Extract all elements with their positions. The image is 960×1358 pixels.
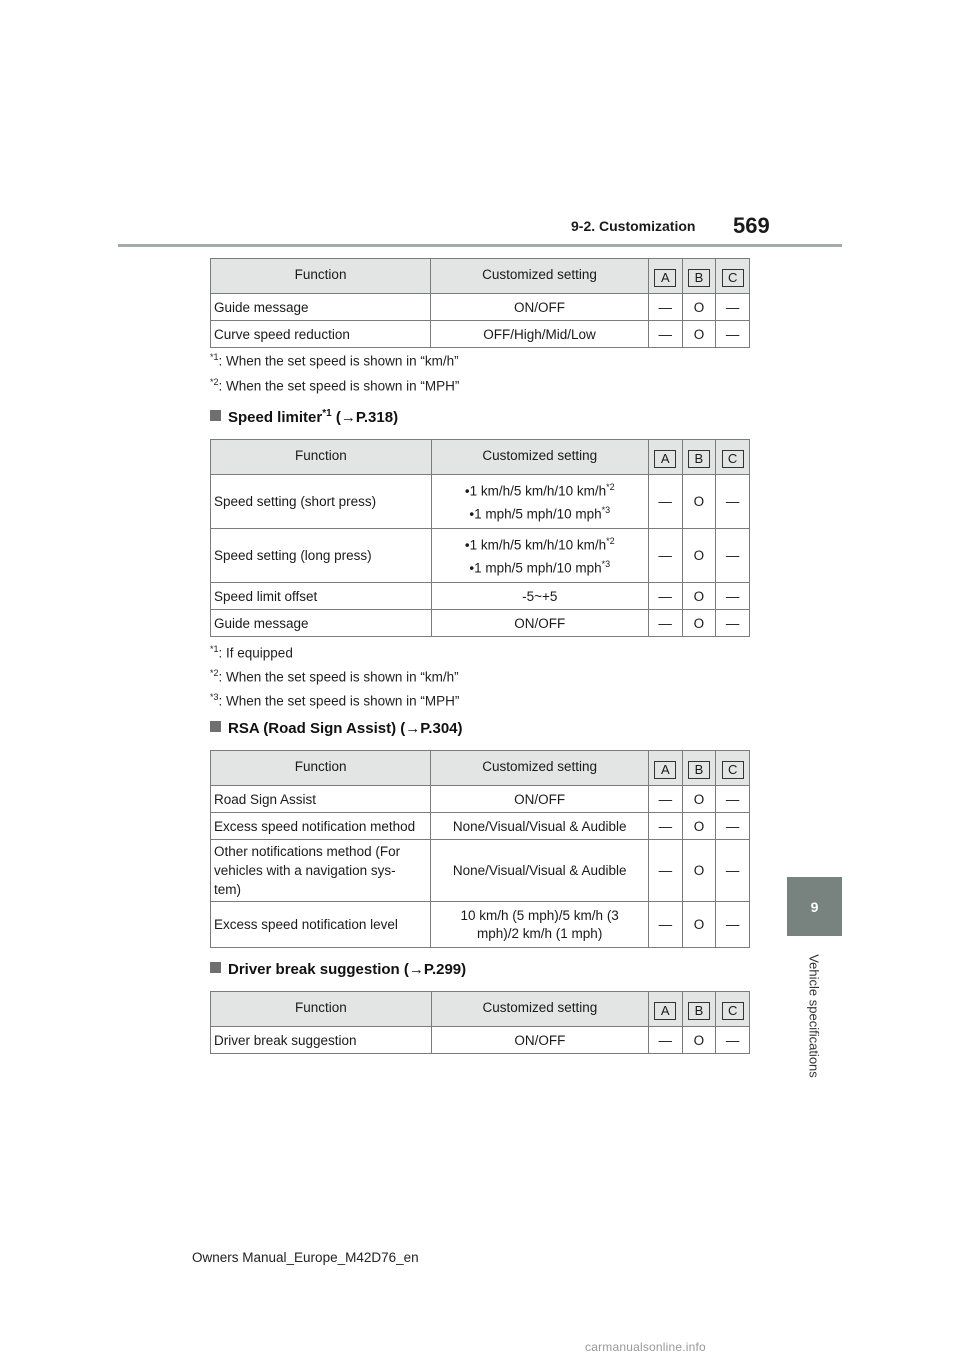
row-a: — xyxy=(649,840,683,902)
row-c: — xyxy=(716,786,750,813)
table-row xyxy=(211,1027,750,1054)
row-c: — xyxy=(716,813,750,840)
row-a: — xyxy=(648,583,682,610)
row-a: — xyxy=(648,475,682,529)
row-setting: •1 km/h/5 km/h/10 $km/h^{*2}$ •1 mph/5 mph/10 mph$^{*3}$ xyxy=(431,529,648,583)
footnote: $^{*3}$: When the set speed is shown in “MPH” xyxy=(210,692,460,709)
table-header-row xyxy=(211,992,750,1027)
footnote: $^{*1}$: When the set speed is shown in “km/h” xyxy=(210,352,459,369)
section-title: 9-2. Customization xyxy=(571,218,696,234)
page-number: 569 xyxy=(733,213,770,238)
col-b xyxy=(682,751,716,786)
col-c xyxy=(716,259,750,294)
col-b xyxy=(682,440,716,475)
a-box-icon: A xyxy=(654,269,676,287)
col-setting: Customized setting xyxy=(431,259,649,294)
col-c xyxy=(716,992,750,1027)
row-setting: OFF/High/Mid/Low xyxy=(431,321,649,348)
speed-limiter-heading: Speed limiter$^{*1}$ (→P.318) xyxy=(210,408,398,426)
row-b: O xyxy=(682,475,716,529)
row-b: O xyxy=(682,294,716,321)
table-row xyxy=(211,610,750,637)
row-setting: None/Visual/Visual & Audible xyxy=(431,840,649,902)
row-function: Speed setting (long press) xyxy=(211,529,432,583)
row-setting: •1 km/h/5 km/h/10 $km/h^{*2}$ •1 mph/5 mph/10 mph$^{*3}$ xyxy=(431,475,648,529)
row-b: O xyxy=(682,321,716,348)
rsa-heading: RSA (Road Sign Assist) (→P.304) xyxy=(210,720,463,737)
header-divider xyxy=(118,244,842,247)
table-row xyxy=(211,840,750,902)
driver-break-heading: Driver break suggestion (→P.299) xyxy=(210,961,466,978)
table-row xyxy=(211,321,750,348)
row-function: Curve speed reduction xyxy=(211,321,431,348)
row-function: Other notifications method (For vehicles with a navigation sys- tem) xyxy=(211,840,431,902)
row-b: O xyxy=(682,529,716,583)
c-box-icon: C xyxy=(722,761,744,779)
row-b: O xyxy=(682,1027,716,1054)
row-b: O xyxy=(682,583,716,610)
row-b: O xyxy=(682,786,716,813)
col-setting: Customized setting xyxy=(431,992,648,1027)
col-function: Function xyxy=(211,992,432,1027)
row-setting: ON/OFF xyxy=(431,294,649,321)
row-c: — xyxy=(716,1027,750,1054)
table-row xyxy=(211,902,750,948)
row-c: — xyxy=(716,610,750,637)
row-a: — xyxy=(649,902,683,948)
a-box-icon: A xyxy=(654,761,676,779)
row-c: — xyxy=(716,840,750,902)
col-a xyxy=(648,440,682,475)
table-row xyxy=(211,583,750,610)
col-a xyxy=(648,259,682,294)
col-function: Function xyxy=(211,751,431,786)
row-c: — xyxy=(716,475,750,529)
table-row xyxy=(211,475,750,529)
c-box-icon: C xyxy=(722,1002,744,1020)
col-setting: Customized setting xyxy=(431,751,649,786)
row-b: O xyxy=(682,610,716,637)
footnote: $^{*1}$: If equipped xyxy=(210,644,293,661)
b-box-icon: B xyxy=(688,1002,710,1020)
table-row xyxy=(211,813,750,840)
row-a: — xyxy=(648,1027,682,1054)
col-b xyxy=(682,259,716,294)
row-b: O xyxy=(682,813,716,840)
row-setting: ON/OFF xyxy=(431,1027,648,1054)
row-function: Guide message xyxy=(211,610,432,637)
row-c: — xyxy=(716,583,750,610)
table-header-row xyxy=(211,440,750,475)
row-a: — xyxy=(648,294,682,321)
page-ref-link[interactable]: (→P.318) xyxy=(331,409,399,426)
table-header-row xyxy=(211,751,750,786)
c-box-icon: C xyxy=(722,450,744,468)
footnote: $^{*2}$: When the set speed is shown in “MPH” xyxy=(210,377,460,394)
row-a: — xyxy=(649,786,683,813)
col-c xyxy=(716,440,750,475)
table-row xyxy=(211,294,750,321)
chapter-label: Vehicle specifications xyxy=(806,954,822,1078)
a-box-icon: A xyxy=(654,1002,676,1020)
col-b xyxy=(682,992,716,1027)
table-row xyxy=(211,786,750,813)
rsa-table xyxy=(210,750,750,948)
row-a: — xyxy=(649,813,683,840)
col-function: Function xyxy=(211,259,431,294)
watermark: carmanualsonline.info xyxy=(585,1340,706,1354)
speed-limiter-table xyxy=(210,439,750,637)
table-header-row xyxy=(211,259,750,294)
row-c: — xyxy=(716,529,750,583)
row-function: Speed limit offset xyxy=(211,583,432,610)
table-row xyxy=(211,529,750,583)
chapter-tab: 9 xyxy=(787,877,842,936)
a-box-icon: A xyxy=(654,450,676,468)
bullet-square-icon xyxy=(210,721,221,732)
col-a xyxy=(648,992,682,1027)
col-c xyxy=(716,751,750,786)
row-a: — xyxy=(648,529,682,583)
row-setting: ON/OFF xyxy=(431,786,649,813)
row-function: Speed setting (short press) xyxy=(211,475,432,529)
col-function: Function xyxy=(211,440,432,475)
b-box-icon: B xyxy=(688,269,710,287)
row-a: — xyxy=(648,321,682,348)
row-function: Excess speed notification level xyxy=(211,902,431,948)
row-setting: ON/OFF xyxy=(431,610,648,637)
row-function: Driver break suggestion xyxy=(211,1027,432,1054)
bullet-square-icon xyxy=(210,410,221,421)
curve-guide-table xyxy=(210,258,750,348)
footnote: $^{*2}$: When the set speed is shown in “km/h” xyxy=(210,668,459,685)
row-function: Road Sign Assist xyxy=(211,786,431,813)
driver-break-table xyxy=(210,991,750,1054)
row-c: — xyxy=(716,294,750,321)
col-a xyxy=(649,751,683,786)
c-box-icon: C xyxy=(722,269,744,287)
b-box-icon: B xyxy=(688,761,710,779)
row-setting: 10 km/h (5 mph)/5 km/h (3 mph)/2 km/h (1 mph) xyxy=(431,902,649,948)
b-box-icon: B xyxy=(688,450,710,468)
col-setting: Customized setting xyxy=(431,440,648,475)
row-function: Guide message xyxy=(211,294,431,321)
row-b: O xyxy=(682,840,716,902)
row-c: — xyxy=(716,321,750,348)
row-c: — xyxy=(716,902,750,948)
row-a: — xyxy=(648,610,682,637)
footer-text: Owners Manual_Europe_M42D76_en xyxy=(192,1250,419,1265)
bullet-square-icon xyxy=(210,962,221,973)
row-b: O xyxy=(682,902,716,948)
row-setting: None/Visual/Visual & Audible xyxy=(431,813,649,840)
row-function: Excess speed notification method xyxy=(211,813,431,840)
row-setting: -5~+5 xyxy=(431,583,648,610)
